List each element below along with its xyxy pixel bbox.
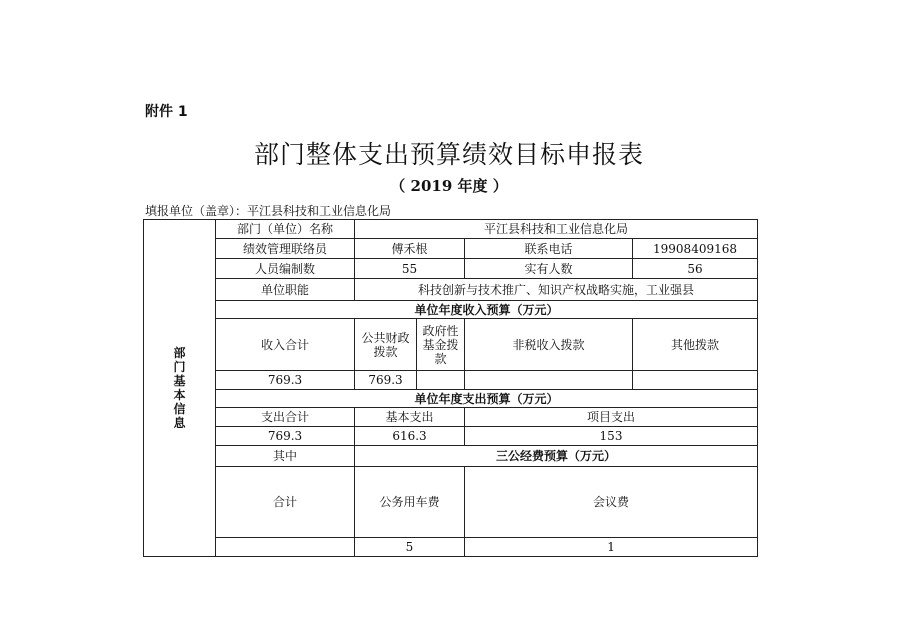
sangong-total-label: 合计	[216, 467, 355, 538]
other-allocation-value	[633, 371, 758, 390]
basic-expense-value: 616.3	[355, 427, 465, 446]
other-allocation-label: 其他拨款	[633, 319, 758, 371]
among-label: 其中	[216, 446, 355, 467]
actual-staff-value: 56	[633, 259, 758, 279]
income-header: 单位年度收入预算（万元）	[216, 301, 758, 319]
attachment-label: 附件 1	[145, 104, 188, 120]
income-total-value: 769.3	[216, 371, 355, 390]
nontax-income-label: 非税收入拨款	[465, 319, 633, 371]
phone-label: 联系电话	[465, 239, 633, 259]
gov-fund-label: 政府性基金拨款	[417, 319, 465, 371]
sangong-header: 三公经费预算（万元）	[355, 446, 758, 467]
meeting-fee-value: 1	[465, 538, 758, 557]
page-title: 部门整体支出预算绩效目标申报表	[253, 140, 644, 169]
official-car-value: 5	[355, 538, 465, 557]
contact-label: 绩效管理联络员	[216, 239, 355, 259]
sangong-total-value	[216, 538, 355, 557]
nontax-income-value	[465, 371, 633, 390]
project-expense-value: 153	[465, 427, 758, 446]
phone-value: 19908409168	[633, 239, 758, 259]
income-total-label: 收入合计	[216, 319, 355, 371]
dept-name-value: 平江县科技和工业信息化局	[355, 220, 758, 239]
basic-expense-label: 基本支出	[355, 408, 465, 427]
contact-value: 傅禾根	[355, 239, 465, 259]
budget-form-table	[143, 219, 758, 557]
public-finance-value: 769.3	[355, 371, 417, 390]
filing-unit: 填报单位（盖章）：平江县科技和工业信息化局	[145, 204, 392, 218]
dept-name-label: 部门（单位）名称	[216, 220, 355, 239]
official-car-label: 公务用车费	[355, 467, 465, 538]
staff-quota-value: 55	[355, 259, 465, 279]
expense-total-value: 769.3	[216, 427, 355, 446]
expense-header: 单位年度支出预算（万元）	[216, 390, 758, 408]
side-label: 部门基本信息	[173, 346, 186, 430]
duty-value: 科技创新与技术推广、知识产权战略实施，工业强县	[355, 279, 758, 301]
year-subtitle: （ 2019 年度 ）	[390, 177, 508, 195]
meeting-fee-label: 会议费	[465, 467, 758, 538]
staff-quota-label: 人员编制数	[216, 259, 355, 279]
gov-fund-value	[417, 371, 465, 390]
public-finance-label: 公共财政拨款	[355, 319, 417, 371]
side-label-cell	[144, 220, 216, 557]
duty-label: 单位职能	[216, 279, 355, 301]
project-expense-label: 项目支出	[465, 408, 758, 427]
expense-total-label: 支出合计	[216, 408, 355, 427]
actual-staff-label: 实有人数	[465, 259, 633, 279]
